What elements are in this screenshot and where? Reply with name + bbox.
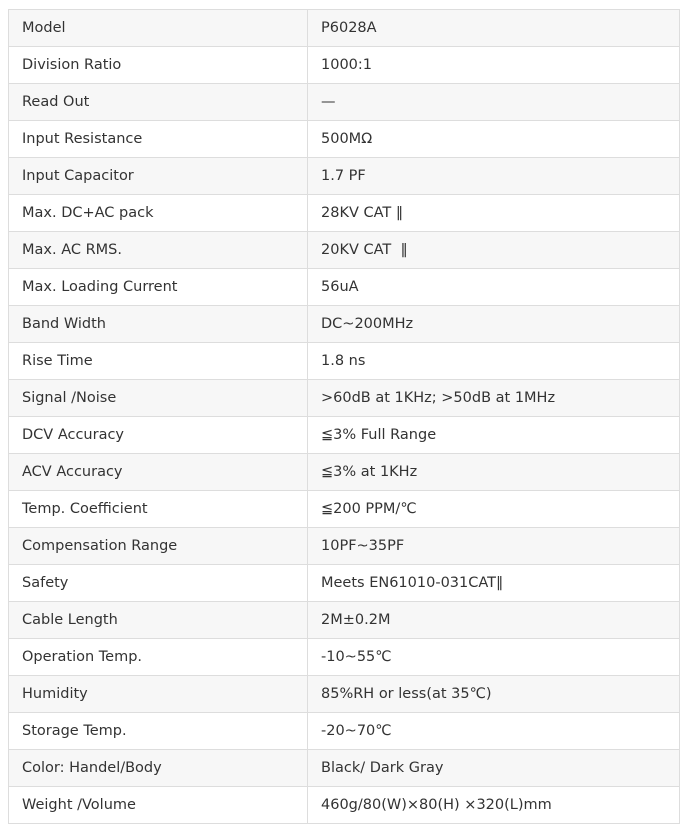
param-cell: Max. AC RMS. [9,232,308,269]
spec-row-acv-accuracy [9,454,680,491]
spec-row-input-resistance [9,121,680,158]
value-cell: Black/ Dark Gray [308,750,680,787]
spec-table [8,9,680,824]
value-cell: -10~55℃ [308,639,680,676]
param-cell: Read Out [9,84,308,121]
param-cell: Operation Temp. [9,639,308,676]
value-cell: 56uA [308,269,680,306]
value-cell: 10PF~35PF [308,528,680,565]
param-cell: Weight /Volume [9,787,308,824]
spec-table-body [9,10,680,824]
param-cell: Cable Length [9,602,308,639]
spec-row-read-out [9,84,680,121]
value-cell: >60dB at 1KHz; >50dB at 1MHz [308,380,680,417]
value-cell: ≦3% at 1KHz [308,454,680,491]
param-cell: Compensation Range [9,528,308,565]
spec-row-temp-coefficient [9,491,680,528]
spec-row-max-ac-rms [9,232,680,269]
spec-row-humidity [9,676,680,713]
param-cell: Temp. Coefficient [9,491,308,528]
spec-row-storage-temp [9,713,680,750]
spec-row-weight-volume [9,787,680,824]
spec-row-cable-length [9,602,680,639]
param-cell: Division Ratio [9,47,308,84]
value-cell: 1.8 ns [308,343,680,380]
value-cell: ≦200 PPM/℃ [308,491,680,528]
param-cell: Input Resistance [9,121,308,158]
param-cell: Color: Handel/Body [9,750,308,787]
spec-row-operation-temp [9,639,680,676]
value-cell: 1.7 PF [308,158,680,195]
spec-row-safety [9,565,680,602]
param-cell: Safety [9,565,308,602]
spec-row-band-width [9,306,680,343]
spec-row-model [9,10,680,47]
value-cell: 460g/80(W)×80(H) ×320(L)mm [308,787,680,824]
param-cell: Signal /Noise [9,380,308,417]
value-cell: ≦3% Full Range [308,417,680,454]
param-cell: Storage Temp. [9,713,308,750]
value-cell: Meets EN61010-031CAT‖ [308,565,680,602]
param-cell: Max. DC+AC pack [9,195,308,232]
value-cell: 20KV CAT ‖ [308,232,680,269]
value-cell: DC~200MHz [308,306,680,343]
spec-row-compensation-range [9,528,680,565]
value-cell: 500MΩ [308,121,680,158]
param-cell: Model [9,10,308,47]
param-cell: Humidity [9,676,308,713]
value-cell: 28KV CAT ‖ [308,195,680,232]
param-cell: Rise Time [9,343,308,380]
spec-row-max-loading-current [9,269,680,306]
value-cell: -20~70℃ [308,713,680,750]
value-cell: 2M±0.2M [308,602,680,639]
value-cell: P6028A [308,10,680,47]
spec-row-rise-time [9,343,680,380]
spec-row-division-ratio [9,47,680,84]
value-cell: 1000:1 [308,47,680,84]
param-cell: Band Width [9,306,308,343]
spec-row-dcv-accuracy [9,417,680,454]
value-cell: — [308,84,680,121]
param-cell: Max. Loading Current [9,269,308,306]
param-cell: DCV Accuracy [9,417,308,454]
param-cell: ACV Accuracy [9,454,308,491]
spec-row-input-capacitor [9,158,680,195]
spec-row-color [9,750,680,787]
spec-row-max-dc-ac [9,195,680,232]
param-cell: Input Capacitor [9,158,308,195]
value-cell: 85%RH or less(at 35℃) [308,676,680,713]
spec-row-signal-noise [9,380,680,417]
